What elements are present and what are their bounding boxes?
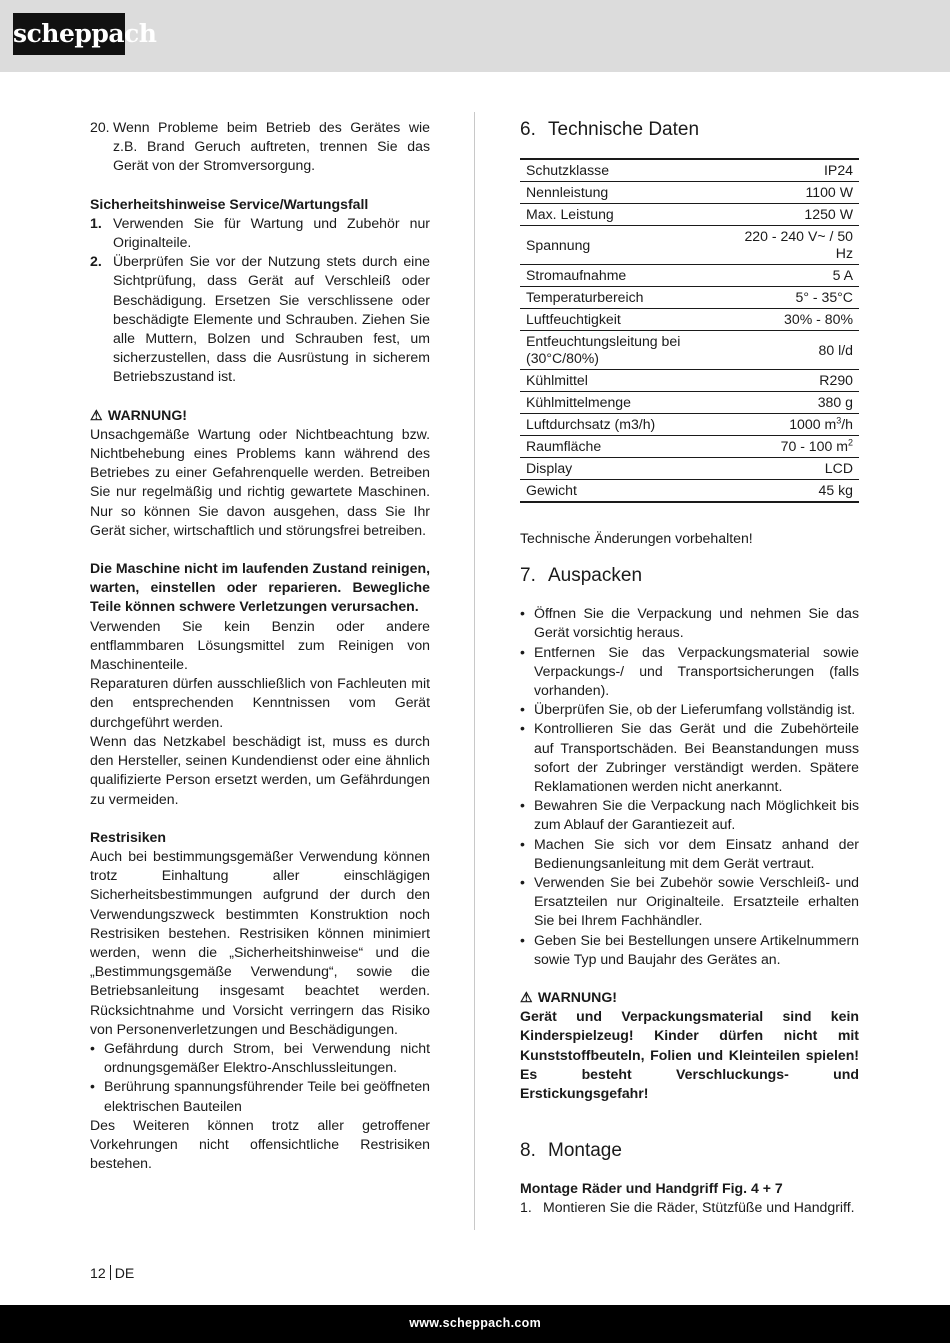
spec-value: IP24 — [824, 162, 853, 178]
warning-triangle-icon: ⚠ — [90, 406, 103, 423]
item-text: Verwenden Sie für Wartung und Zubehör nur Originalteile. — [113, 214, 430, 251]
footer-bar — [0, 1305, 950, 1343]
restrisiken-list — [90, 1039, 430, 1116]
spec-label: Temperaturbereich — [526, 289, 644, 305]
list-item: • Verwenden Sie bei Zubehör sowie Verschleiß- und Ersatzteilen nur Originalteile. Ersatzteile erhalten Sie bei Ihrem Fachhändler. — [520, 874, 859, 929]
montage-heading: Montage Räder und Handgriff Fig. 4 + 7 — [520, 1180, 783, 1197]
reparaturen-paragraph: Reparaturen dürfen ausschließlich von Fachleuten mit den entsprechenden Kenntnissen vom Gerät durchgeführt werden. — [90, 675, 430, 730]
item-number: 20. — [90, 119, 110, 135]
list-item: • Entfernen Sie das Verpackungsmaterial sowie Verpackungs-/ und Transportsicherungen (falls vorhanden). — [520, 643, 859, 699]
service-item-1 — [90, 214, 430, 252]
unpack-list — [520, 604, 859, 969]
table-row — [520, 265, 859, 287]
section-8-title: 8. Montage — [520, 1140, 622, 1162]
spec-label: Entfeuchtungsleitung bei (30°C/80%) — [526, 333, 681, 366]
table-row — [520, 204, 859, 226]
spec-value: 80 l/d — [818, 341, 853, 358]
spec-value: 5° - 35°C — [795, 289, 853, 305]
list-item: • Gefährdung durch Strom, bei Verwendung nicht ordnungsgemäßer Elektro-Anschlussleitungen. — [90, 1039, 430, 1076]
warning-text: Gerät und Verpackungsmaterial sind kein Kinderspielzeug! Kinder dürfen nicht mit Kunststoffbeuteln, Folien und Kleinteilen spielen! Es besteht Verschluckungs- und Erstickungsgefahr! — [520, 1008, 859, 1102]
spec-label: Raumfläche — [526, 438, 602, 454]
list-item: • Geben Sie bei Bestellungen unsere Artikelnummern sowie Typ und Baujahr des Gerätes an. — [520, 931, 859, 967]
list-item: • Überprüfen Sie, ob der Lieferumfang vollständig ist. — [520, 701, 856, 718]
restrisiken-text: Auch bei bestimmungsgemäßer Verwendung können trotz Einhaltung aller einschlägigen Sicherheitsbestimmungen aufgrund der durch den Verwendungszweck bestimmten Konstruktion noch Restrisiken bestehen. Restrisiken können minimiert werden, wenn die „Sicherheitshinweise“ und die „Bestimmungsgemäße Verwendung“, sowie die Betriebsanleitung insgesamt beachtet werden. Rücksichtnahme und Vorsicht verringern das Risiko von Personenverletzungen und Beschädigungen. — [90, 847, 430, 1037]
item-text: Wenn Probleme beim Betrieb des Gerätes wie z.B. Brand Geruch auftreten, trennen Sie das Gerät von der Stromversorgung. — [113, 119, 430, 174]
section-6-title: 6. Technische Daten — [520, 119, 700, 140]
restrisiken-heading: Restrisiken — [90, 828, 166, 845]
spec-label: Luftdurchsatz (m3/h) — [526, 416, 656, 432]
page-number: 12 DE — [90, 1265, 135, 1281]
warning-text: Unsachgemäße Wartung oder Nichtbeachtung bzw. Nichtbehebung eines Problems kann während des Betriebes zu einer Gefahrenquelle werden. Betreiben Sie nur regelmäßig und richtig gewartete Maschinen. Nur so können Sie davon ausgehen, dass Sie Ihr Gerät sicher, wirtschaftlich und störungsfrei betreiben. — [90, 425, 430, 538]
spec-value: 45 kg — [818, 482, 853, 498]
website-url: www.scheppach.com — [409, 1316, 541, 1330]
warning-label: WARNUNG! — [107, 406, 187, 423]
montage-item-1: 1. Montieren Sie die Räder, Stützfüße und Handgriff. — [520, 1199, 855, 1216]
spec-value: 220 - 240 V~ / 50 Hz — [744, 228, 853, 261]
table-row — [520, 159, 859, 182]
left-column — [90, 118, 430, 1173]
spec-label: Schutzklasse — [526, 162, 610, 178]
table-row — [520, 436, 859, 458]
spec-label: Spannung — [526, 236, 591, 253]
service-item-2 — [90, 252, 430, 386]
spec-label: Max. Leistung — [526, 206, 614, 222]
warning-heading — [520, 988, 859, 1007]
table-row — [520, 458, 859, 480]
spec-label: Gewicht — [526, 482, 577, 498]
spec-value: 1100 W — [805, 184, 853, 200]
safety-item-20 — [90, 118, 430, 176]
scheppach-logo: scheppach — [13, 13, 125, 55]
benzin-paragraph: Verwenden Sie kein Benzin oder andere entflammbaren Lösungsmittel zum Reinigen von Maschinenteile. — [90, 617, 430, 673]
list-item: • Berührung spannungsführender Teile bei geöffneten elektrischen Bauteilen — [90, 1078, 430, 1114]
warning-triangle-icon: ⚠ — [520, 989, 533, 1006]
spec-label: Nennleistung — [526, 184, 609, 200]
page-header — [0, 0, 950, 72]
warning-label: WARNUNG! — [537, 989, 617, 1006]
list-item: • Machen Sie sich vor dem Einsatz anhand der Bedienungsanleitung mit dem Gerät vertraut. — [520, 835, 859, 871]
spec-label: Kühlmittel — [526, 372, 588, 388]
table-row — [520, 182, 859, 204]
table-row — [520, 226, 859, 265]
spec-label: Stromaufnahme — [526, 267, 627, 283]
spec-value: 5 A — [832, 267, 853, 283]
bold-safety-paragraph: Die Maschine nicht im laufenden Zustand reinigen, warten, einstellen oder reparieren. Bewegliche Teile können schwere Verletzungen verursachen. — [90, 560, 430, 615]
list-item: • Öffnen Sie die Verpackung und nehmen Sie das Gerät vorsichtig heraus. — [520, 605, 859, 641]
spec-label: Display — [526, 460, 573, 476]
spec-value: 70 - 100 $m^2$ — [780, 437, 853, 454]
right-column — [520, 118, 859, 1218]
separator — [110, 1265, 111, 1280]
list-item: • Kontrollieren Sie das Gerät und die Zubehörteile auf Transportschäden. Bei Beanstandungen muss sofort der Zubringer verständigt werden. Spätere Reklamationen werden nicht anerkannt. — [520, 720, 859, 795]
spec-value: LCD — [824, 460, 853, 476]
tech-note: Technische Änderungen vorbehalten! — [520, 530, 753, 546]
table-row — [520, 331, 859, 370]
restrisiken-end: Des Weiteren können trotz aller getroffener Vorkehrungen nicht offensichtliche Restrisiken bestehen. — [90, 1116, 430, 1172]
table-row — [520, 414, 859, 436]
column-divider — [474, 112, 475, 1230]
netzkabel-paragraph: Wenn das Netzkabel beschädigt ist, muss es durch den Hersteller, seinen Kundendienst oder eine ähnlich qualifizierte Person ersetzt werden, um Gefährdungen zu vermeiden. — [90, 732, 430, 807]
table-row — [520, 392, 859, 414]
warning-heading — [90, 406, 430, 425]
item-number: 2. — [90, 253, 102, 270]
spec-value: 1000 $m^3/h$ — [789, 415, 853, 432]
spec-value: 1250 W — [804, 206, 853, 222]
spec-value: R290 — [819, 372, 853, 388]
tech-data-table — [520, 158, 859, 503]
list-item: • Bewahren Sie die Verpackung nach Möglichkeit bis zum Ablauf der Garantiezeit auf. — [520, 797, 859, 833]
table-row — [520, 370, 859, 392]
item-number: 1. — [90, 214, 102, 231]
spec-value: 30% - 80% — [784, 311, 853, 327]
item-text: Überprüfen Sie vor der Nutzung stets durch eine Sichtprüfung, dass Gerät auf Verschleiß oder Beschädigung. Ersetzen Sie verschlissene oder beschädigte Elemente und Schrauben. Ziehen Sie alle Muttern, Bolzen und Schrauben fest, um sicherzustellen, dass die Ausrüstung in sicherem Betriebszustand ist. — [113, 253, 430, 385]
spec-label: Kühlmittelmenge — [526, 394, 631, 410]
service-heading: Sicherheitshinweise Service/Wartungsfall — [90, 195, 369, 212]
spec-value: 380 g — [817, 394, 853, 410]
table-row — [520, 480, 859, 503]
section-7-title: 7. Auspacken — [520, 565, 643, 587]
table-row — [520, 287, 859, 309]
spec-label: Luftfeuchtigkeit — [526, 311, 621, 327]
table-row — [520, 309, 859, 331]
